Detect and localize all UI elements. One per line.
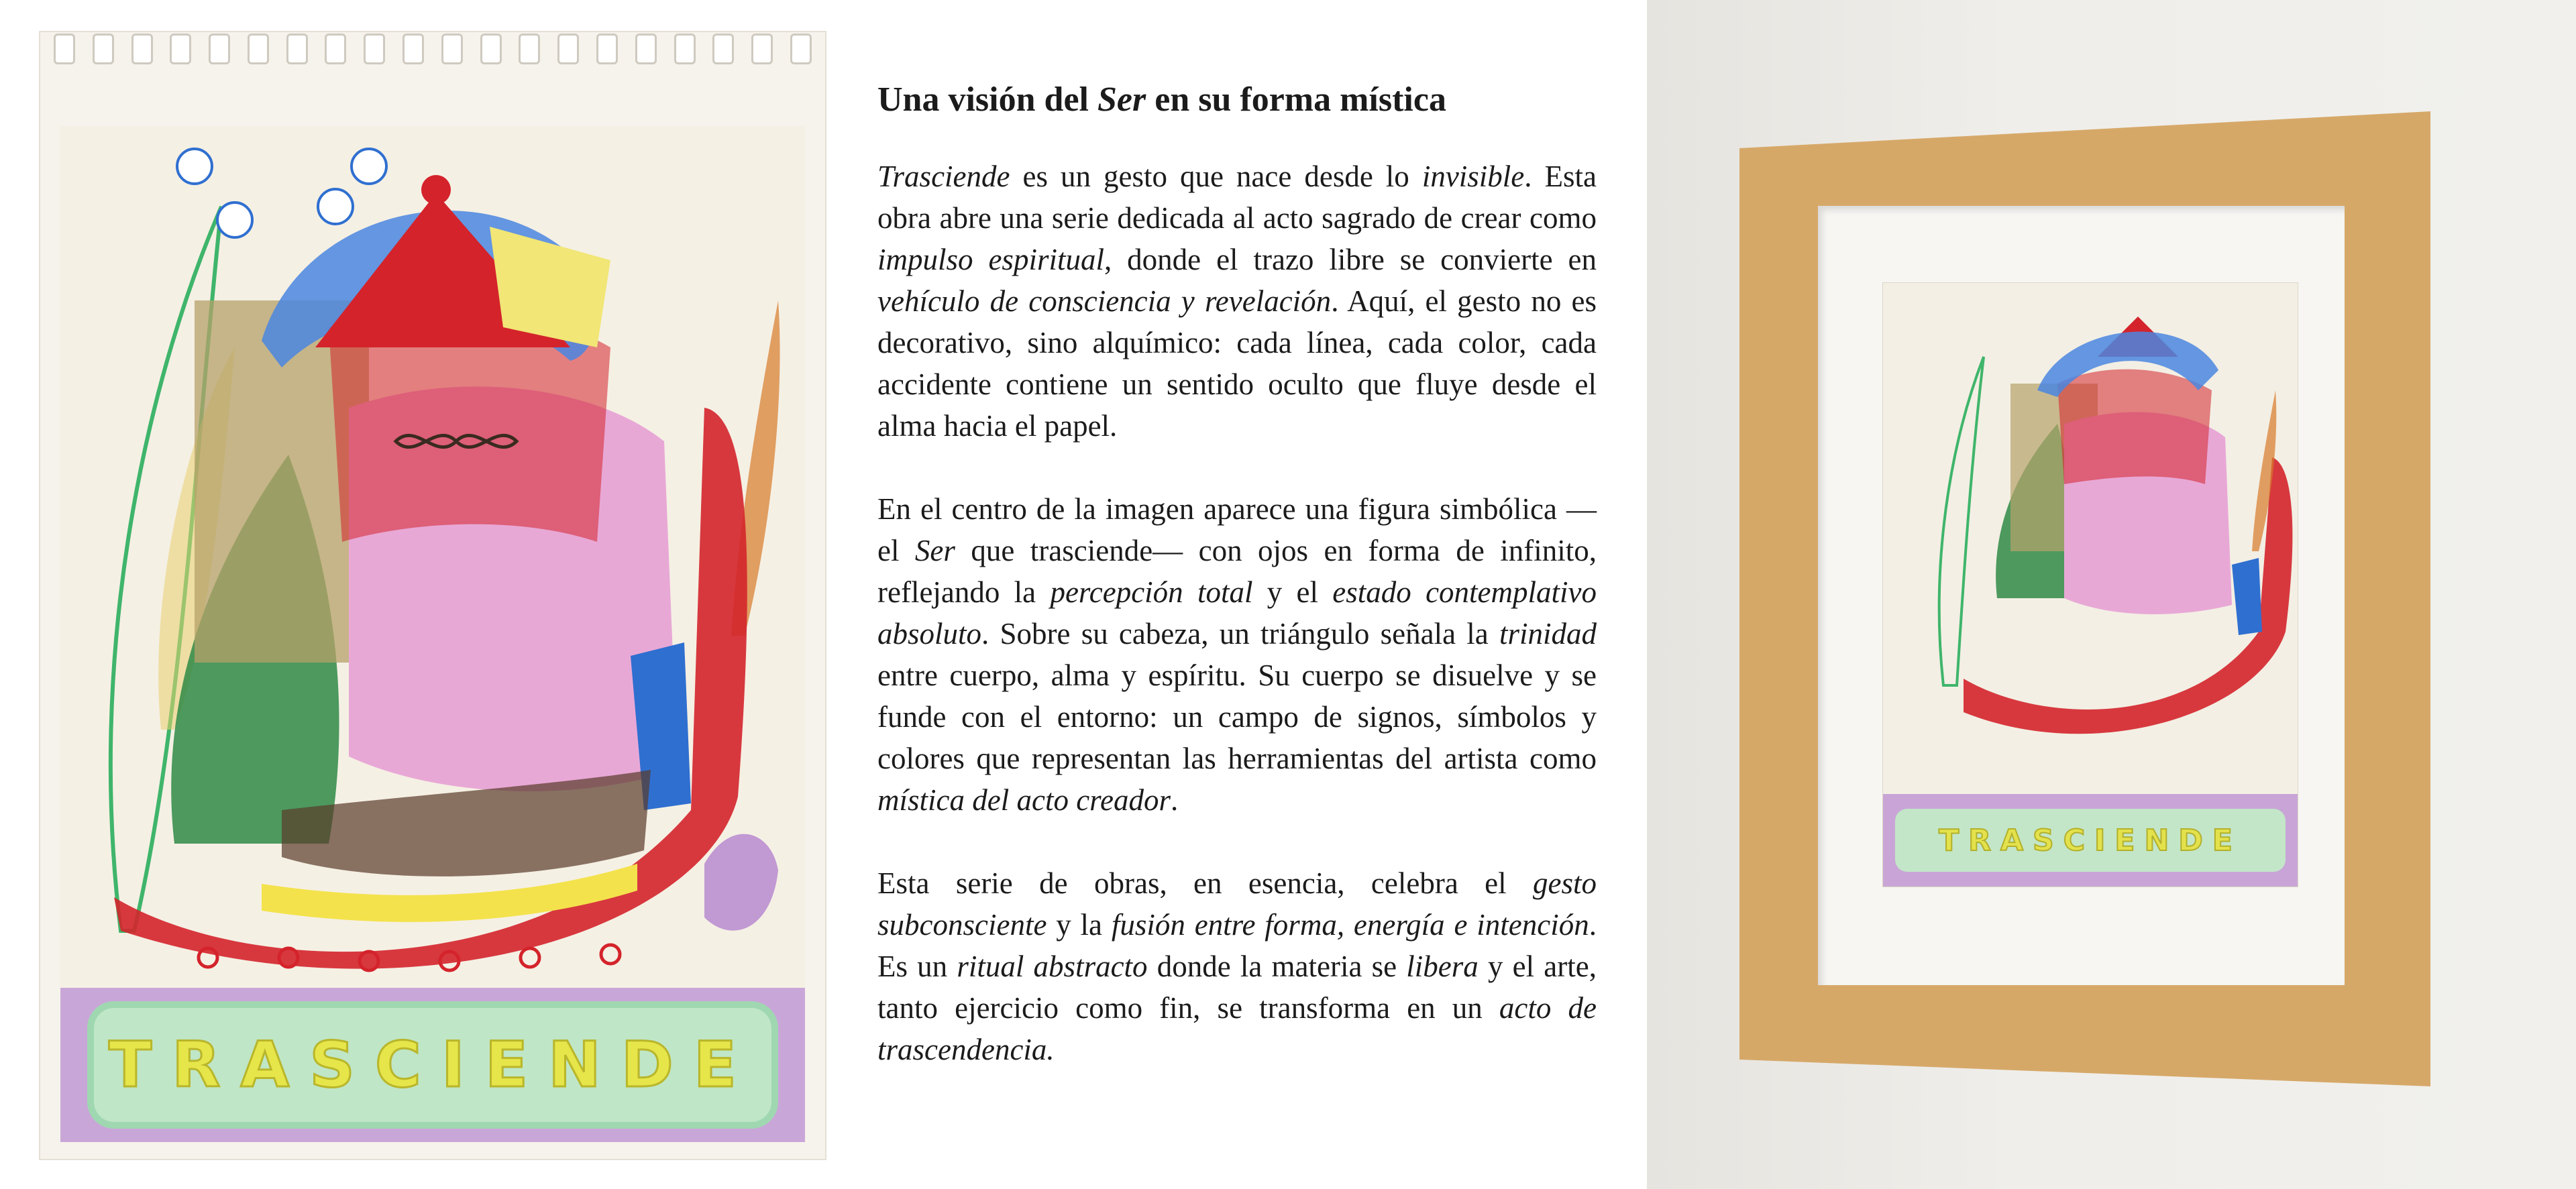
spiral-hole — [557, 34, 579, 64]
spiral-hole — [441, 34, 463, 64]
body-text: . Aquí, el gesto no es decorativo, sino alquímico: cada línea, cada color, cada accidente contiene un sentido oculto que fluye desde el alma hacia el papel. — [877, 284, 1597, 443]
body-text: . Sobre su cabeza, un triángulo señala la — [981, 617, 1499, 651]
spiral-hole — [170, 34, 191, 64]
emphasis-text: acto de trascendencia. — [877, 991, 1597, 1067]
spiral-hole — [54, 34, 75, 64]
cloud-ornament — [352, 149, 386, 184]
cloud-ornament — [318, 189, 353, 224]
title-band — [60, 988, 805, 1142]
spiral-hole — [519, 34, 540, 64]
framed-drawing — [1883, 283, 2298, 794]
spiral-hole — [325, 34, 346, 64]
body-text: . Es un — [877, 908, 1597, 984]
spiral-hole — [790, 34, 812, 64]
paragraph-1 — [877, 156, 1597, 447]
sun-ornament — [421, 175, 451, 205]
artwork-title-lettering: TRASCIENDE — [108, 1028, 757, 1102]
spiral-hole — [751, 34, 773, 64]
emphasis-text: gesto subconsciente — [877, 866, 1597, 942]
title-plaque — [94, 1008, 771, 1122]
body-text: donde la materia se — [1147, 950, 1407, 984]
body-text: y la — [1046, 908, 1112, 942]
emphasis-text: libera — [1406, 950, 1479, 984]
body-text: . — [1171, 783, 1179, 817]
paragraph-2 — [877, 488, 1597, 821]
emphasis-text: fusión entre forma, energía e intención — [1111, 908, 1589, 942]
framed-title-plaque — [1895, 809, 2286, 872]
framed-photo — [1647, 0, 2576, 1189]
emphasis-text: vehículo de consciencia y revelación — [877, 284, 1332, 319]
framed-title-lettering: TRASCIENDE — [1939, 823, 2242, 858]
spiral-hole — [480, 34, 502, 64]
spiral-hole — [93, 34, 114, 64]
spiral-hole — [674, 34, 696, 64]
body-text: que trasciende— con ojos en forma de infinito, reflejando la — [877, 534, 1597, 610]
spiral-hole — [286, 34, 308, 64]
spiral-hole — [131, 34, 153, 64]
body-text: En el centro de la imagen aparece una figura simbólica —el — [877, 492, 1597, 568]
framed-title-band — [1883, 794, 2298, 887]
artwork-scan — [40, 32, 825, 1159]
body-text: , donde el trazo libre se convierte en — [1104, 243, 1597, 277]
emphasis-text: impulso espiritual — [877, 243, 1104, 277]
spiral-binding — [54, 34, 812, 74]
text-column — [877, 79, 1597, 1112]
emphasis-text: invisible — [1421, 160, 1525, 194]
cloud-ornament — [217, 203, 252, 237]
spiral-hole — [596, 34, 618, 64]
spiral-hole — [635, 34, 657, 64]
emphasis-text: trinidad — [1499, 617, 1597, 651]
spiral-hole — [402, 34, 424, 64]
body-text: y el — [1252, 575, 1333, 610]
spiral-hole — [209, 34, 230, 64]
framed-artwork — [1883, 283, 2298, 887]
emphasis-text: mística del acto creador — [877, 783, 1171, 817]
body-text: entre cuerpo, alma y espíritu. Su cuerpo se disuelve y se funde con el entorno: un campo de signos, símbolos y colores que representan las herramientas del artista como — [877, 659, 1597, 776]
body-text: y el arte, tanto ejercicio como fin, se transforma en un — [877, 950, 1597, 1025]
heading-start: Una visión del — [877, 80, 1097, 119]
spiral-hole — [364, 34, 385, 64]
body-text: es un gesto que nace desde lo — [1010, 160, 1422, 194]
emphasis-text: estado contemplativo absoluto — [877, 575, 1597, 651]
body-text: . Esta obra abre una serie dedicada al acto sagrado de crear como — [877, 160, 1597, 235]
spiral-hole — [712, 34, 734, 64]
page-heading — [877, 79, 1597, 121]
emphasis-text: Ser — [914, 534, 955, 568]
emphasis-text: ritual abstracto — [957, 950, 1148, 984]
body-text: Esta serie de obras, en esencia, celebra el — [877, 866, 1533, 901]
paragraph-3 — [877, 862, 1597, 1070]
emphasis-text: percepción total — [1050, 575, 1253, 610]
spiral-hole — [248, 34, 269, 64]
heading-emphasis: Ser — [1097, 80, 1146, 119]
cloud-ornament — [177, 149, 212, 184]
emphasis-text: Trasciende — [877, 160, 1010, 194]
heading-end: en su forma mística — [1146, 80, 1446, 119]
